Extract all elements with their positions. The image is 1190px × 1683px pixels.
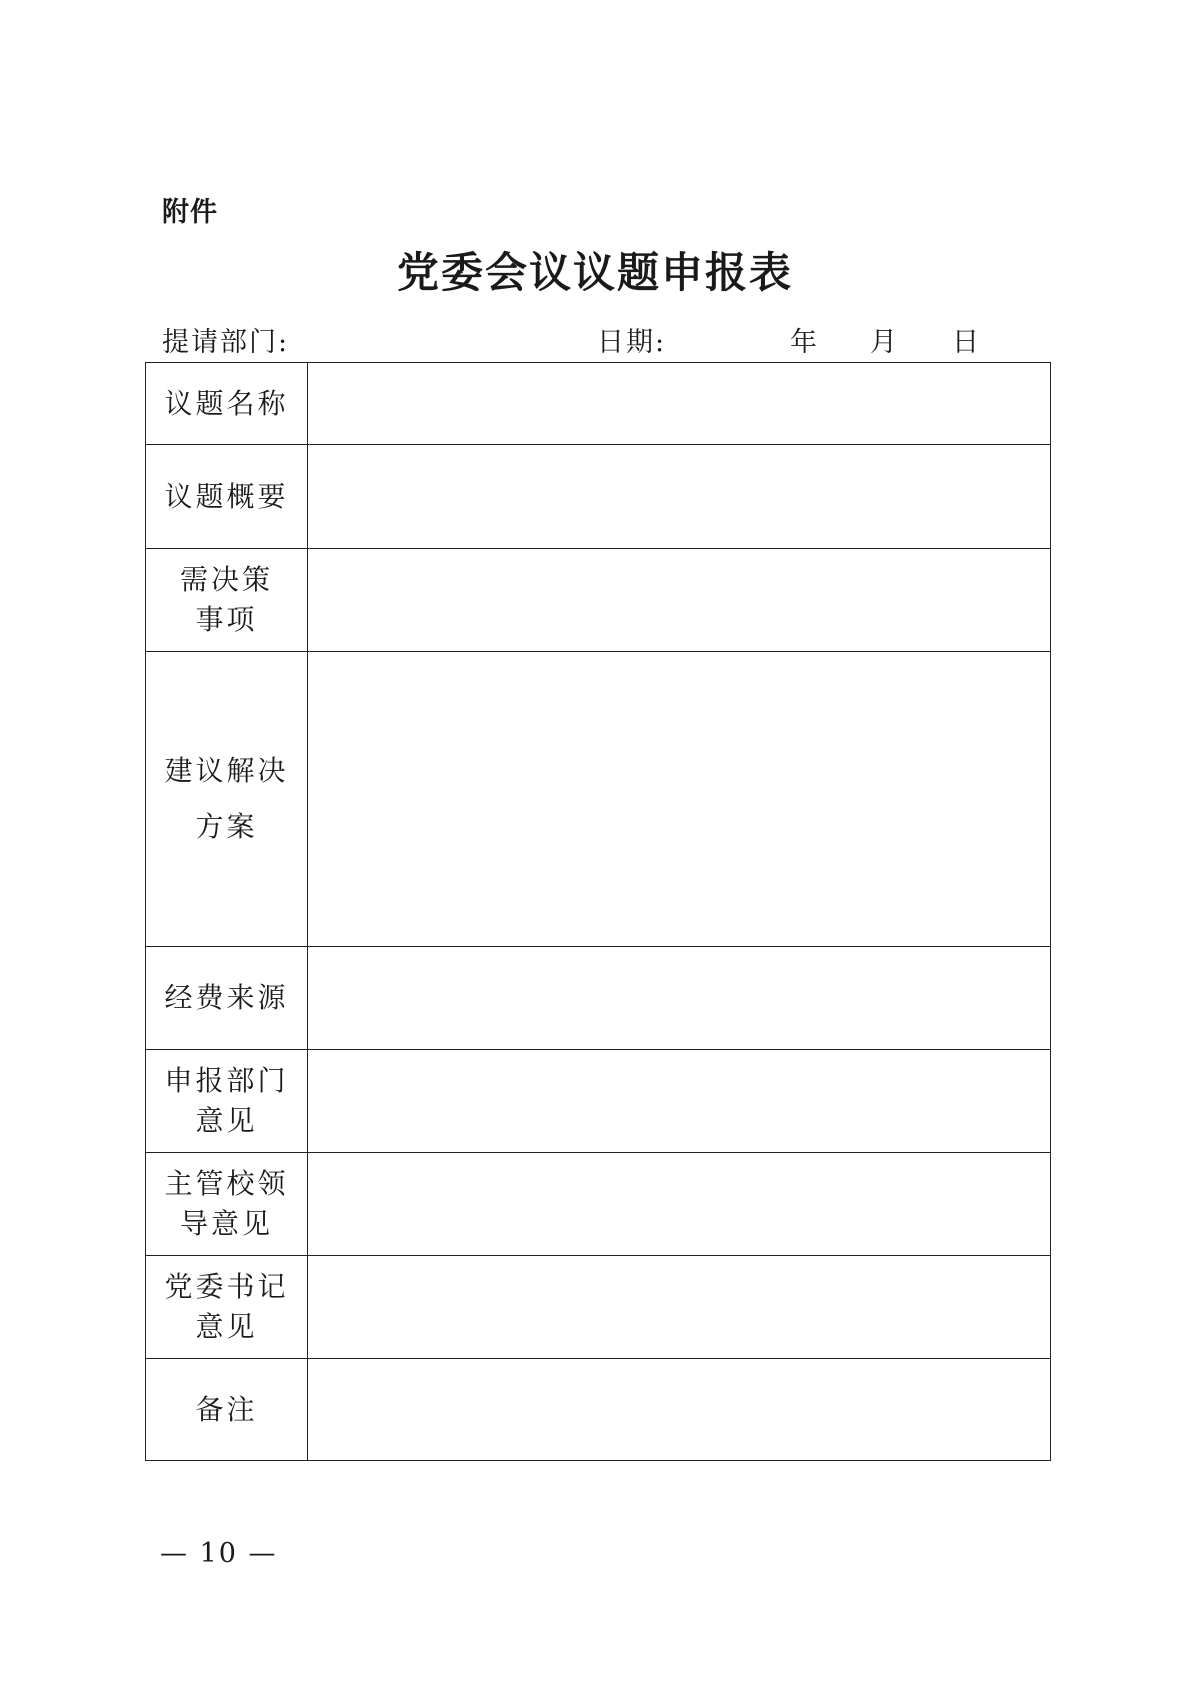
row-label-text: 备注 xyxy=(195,1392,258,1426)
row-label-funding-source xyxy=(146,947,308,1050)
decision-items-field[interactable] xyxy=(308,549,1051,652)
table-row xyxy=(146,1050,1051,1153)
table-row xyxy=(146,1153,1051,1256)
row-label-remarks xyxy=(146,1359,308,1461)
remarks-field[interactable] xyxy=(308,1359,1051,1461)
row-label-text: 党委书记意见 xyxy=(164,1270,289,1343)
row-label-topic-name xyxy=(146,363,308,445)
row-label-text: 主管校领导意见 xyxy=(164,1167,289,1240)
row-label-secretary-opinion xyxy=(146,1256,308,1359)
table-row xyxy=(146,1256,1051,1359)
topic-summary-field[interactable] xyxy=(308,445,1051,549)
date-month-label: 月 xyxy=(870,327,897,358)
row-label-text: 经费来源 xyxy=(164,981,289,1014)
table-row xyxy=(146,652,1051,947)
application-form-table xyxy=(145,362,1051,1461)
date-day-label: 日 xyxy=(952,327,979,358)
proposed-solution-field[interactable] xyxy=(308,652,1051,947)
document-title: 党委会议议题申报表 xyxy=(396,248,793,297)
row-label-text: 议题名称 xyxy=(164,386,289,420)
date-year-label: 年 xyxy=(790,327,817,358)
row-label-decision-items xyxy=(146,549,308,652)
row-label-text: 议题概要 xyxy=(164,479,289,513)
submitting-department-label: 提请部门: xyxy=(162,327,290,358)
secretary-opinion-field[interactable] xyxy=(308,1256,1051,1359)
department-opinion-field[interactable] xyxy=(308,1050,1051,1153)
row-label-proposed-solution xyxy=(146,652,308,947)
topic-name-field[interactable] xyxy=(308,363,1051,445)
table-row xyxy=(146,549,1051,652)
date-label: 日期: xyxy=(597,327,667,358)
row-label-text: 建议解决方案 xyxy=(164,754,289,843)
page-number: — 10 — xyxy=(160,1538,278,1569)
attachment-label: 附件 xyxy=(162,197,218,228)
table-row xyxy=(146,947,1051,1050)
row-label-topic-summary xyxy=(146,445,308,549)
meta-row xyxy=(162,320,1052,356)
leader-opinion-field[interactable] xyxy=(308,1153,1051,1256)
row-label-text: 申报部门意见 xyxy=(164,1064,289,1137)
table-row xyxy=(146,445,1051,549)
row-label-department-opinion xyxy=(146,1050,308,1153)
funding-source-field[interactable] xyxy=(308,947,1051,1050)
row-label-leader-opinion xyxy=(146,1153,308,1256)
table-row xyxy=(146,363,1051,445)
row-label-text: 需决策事项 xyxy=(179,563,273,636)
table-row xyxy=(146,1359,1051,1461)
